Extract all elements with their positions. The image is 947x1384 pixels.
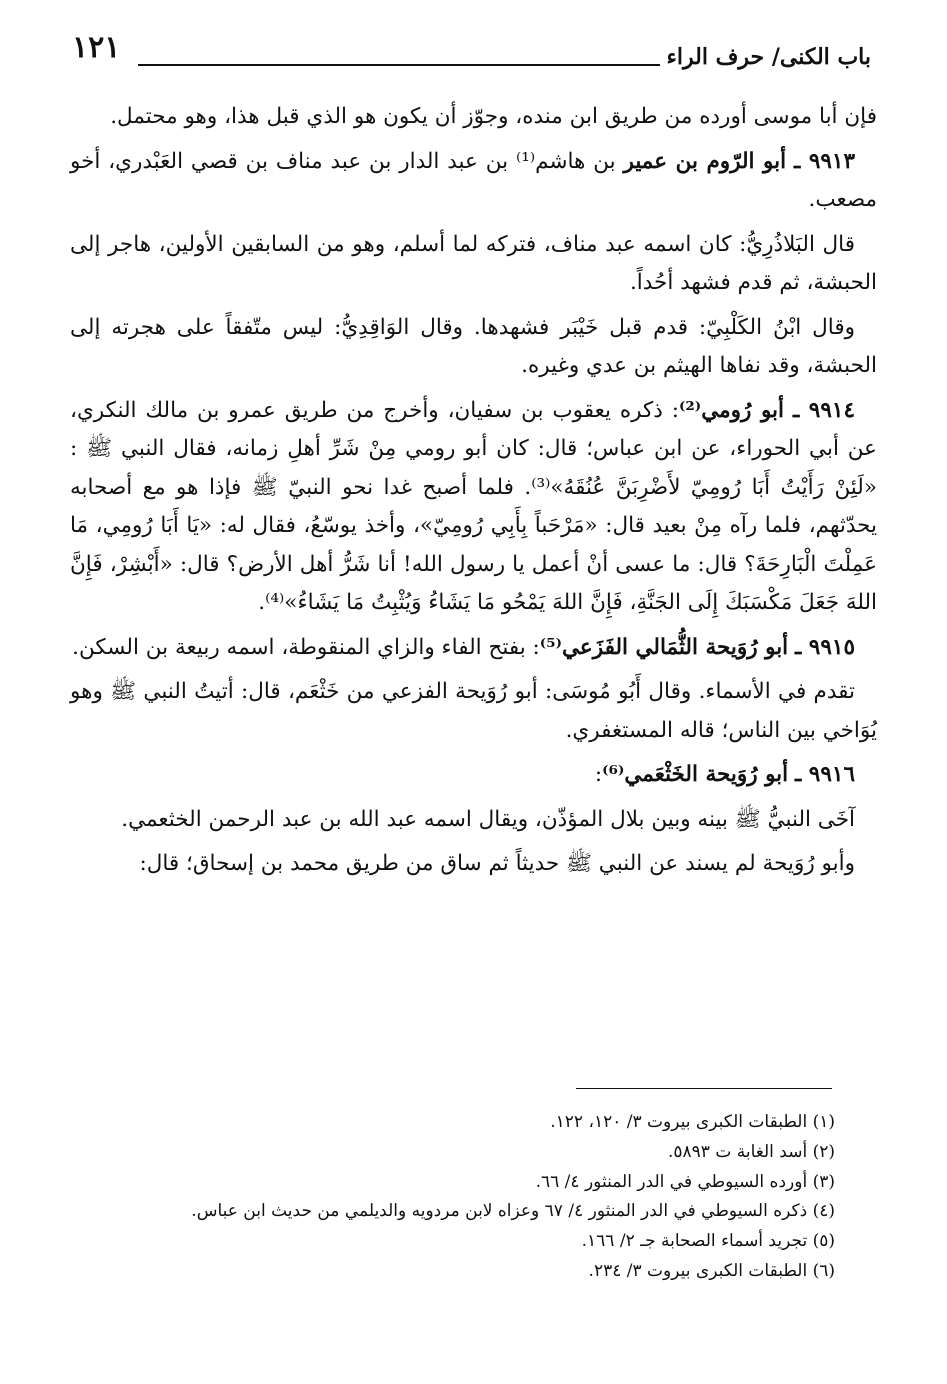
entry-number: ٩٩١٤ ـ — [792, 397, 855, 423]
paragraph — [70, 309, 877, 386]
paragraph — [70, 673, 877, 750]
entry-name: أبو الرّوم بن عمير — [623, 148, 787, 174]
paragraph-text: آخَى النبيُّ ﷺ بينه وبين بلال المؤذّن، ويقال اسمه عبد الله بن عبد الرحمن الخثعمي. — [121, 806, 855, 832]
paragraph — [70, 845, 877, 884]
main-text — [70, 98, 877, 890]
entry-number: ٩٩١٣ ـ — [793, 148, 856, 174]
entry-number: ٩٩١٦ ـ — [795, 762, 855, 787]
entry-name: أبو رُوَيحة الخَثْعَمي⁽⁶⁾ — [602, 762, 789, 787]
paragraph-text: وقال ابْنُ الكَلْبِيّ: قدم قبل خَيْبَر فشهدها. وقال الوَاقِدِيُّ: ليس متّفقاً على هجرته إلى الحبشة، وقد نفاها الهيثم بن عدي وغيره. — [70, 314, 877, 378]
footnote-rule — [576, 1088, 832, 1089]
paragraph — [70, 226, 877, 303]
footnote: (٤) ذكره السيوطي في الدر المنثور ٤/ ٦٧ وعزاه لابن مردويه والديلمي من حديث ابن عباس. — [191, 1201, 835, 1222]
entry-name: أبو رُومي⁽²⁾ — [678, 397, 785, 423]
entry-text: بن هاشم⁽¹⁾ بن عبد الدار بن عبد مناف بن قصي العَبْدري، أخو مصعب. — [70, 148, 877, 212]
entry-text: : بفتح الفاء والزاي المنقوطة، اسمه ربيعة بن السكن. — [72, 634, 540, 660]
footnote: (٣) أورده السيوطي في الدر المنثور ٤/ ٦٦. — [535, 1171, 835, 1192]
footnote: (٥) تجريد أسماء الصحابة جـ ٢/ ١٦٦. — [581, 1231, 835, 1252]
entry-9914 — [70, 392, 877, 623]
paragraph — [70, 98, 877, 137]
footnotes — [135, 1108, 835, 1287]
paragraph — [70, 801, 877, 840]
entry-text: : ذكره يعقوب بن سفيان، وأخرج من طريق عمرو بن مالك النكري، عن أبي الحوراء، عن ابن عباس؛ قال: كان أبو رومي مِنْ شَرِّ أهلِ زمانه، فقال النبي ﷺ : «لَئِنْ رَأَيْتُ أَبَا رُومِيّ لأَضْرِبَنَّ عُنُقَهُ»⁽³⁾. فلما أصبح غدا نحو النبيّ ﷺ فإذا هو مع أصحابه يحدّثهم، فلما رآه مِنْ بعيد قال: «مَرْحَباً بِأَبِي رُومِيّ»، وأخذ يوسّعُ، فقال له: «يَا أَبَا رُومِي، مَا عَمِلْتَ الْبَارِحَةَ؟ قال: ما عسى أنْ أعمل يا رسول الله! أنا شَرُّ أهل الأرض؟ قال: «أَبْشِرْ، فَإِنَّ اللهَ جَعَلَ مَكْسَبَكَ إِلَى الجَنَّةِ، فَإِنَّ اللهَ يَمْحُو مَا يَشَاءُ وَيُثْبِتُ مَا يَشَاءُ»⁽⁴⁾. — [70, 397, 878, 615]
footnote: (٦) الطبقات الكبرى بيروت ٣/ ٢٣٤. — [588, 1260, 835, 1281]
entry-name: أبو رُوَيحة الثُّمَالي الفَزَعي⁽⁵⁾ — [539, 634, 789, 660]
entry-number: ٩٩١٥ ـ — [795, 634, 855, 660]
entry-9913 — [70, 143, 877, 220]
paragraph-text: فإن أبا موسى أورده من طريق ابن منده، وجوّز أن يكون هو الذي قبل هذا، وهو محتمل. — [110, 104, 877, 129]
footnote: (١) الطبقات الكبرى بيروت ٣/ ١٢٠، ١٢٢. — [550, 1112, 835, 1132]
paragraph-text: قال البَلاذُرِيُّ: كان اسمه عبد مناف، فتركه لما أسلم، وهو من السابقين الأولين، هاجر إلى الحبشة، ثم قدم فشهد أحُداً. — [70, 231, 877, 295]
footnote: (٢) أسد الغابة ت ٥٨٩٣. — [668, 1141, 835, 1162]
entry-9915 — [70, 629, 877, 668]
entry-text: : — [594, 762, 603, 787]
entry-9916 — [70, 756, 877, 795]
header-rule — [138, 64, 660, 66]
paragraph-text: وأبو رُوَيحة لم يسند عن النبي ﷺ حديثاً ثم ساق من طريق محمد بن إسحاق؛ قال: — [139, 851, 855, 876]
page-number: ١٢١ — [72, 30, 121, 65]
running-title: باب الكنى/ حرف الراء — [666, 44, 871, 70]
paragraph-text: تقدم في الأسماء. وقال أَبُو مُوسَى: أبو رُوَيحة الفزعي من خَثْعَم، قال: أتيتُ النبي ﷺ وهو يُوَاخي بين الناس؛ قاله المستغفري. — [70, 679, 877, 743]
